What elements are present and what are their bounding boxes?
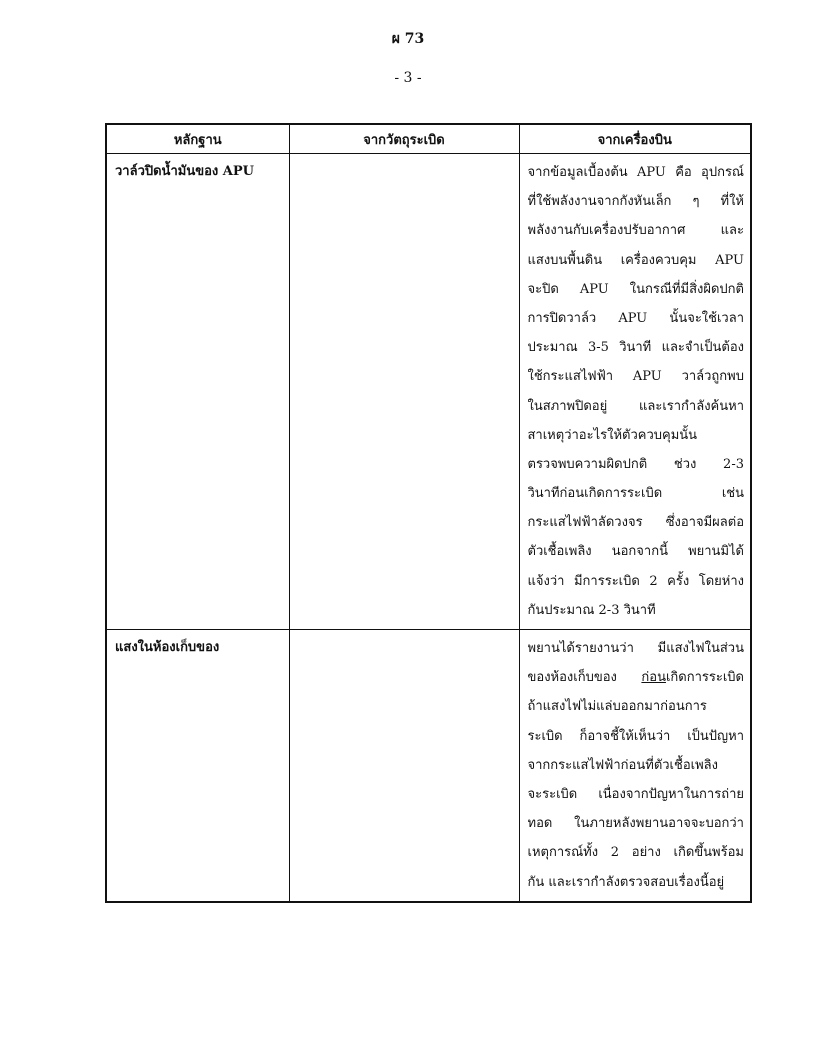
text-fragment: ของห้องเก็บของ xyxy=(527,670,642,686)
table-row xyxy=(106,154,751,630)
evidence-cell: วาล์วปิดน้ำมันของ APU xyxy=(106,154,289,630)
text-line: ตรวจพบความผิดปกติ ช่วง 2-3 xyxy=(527,456,744,472)
text-line: แจ้งว่า มีการระเบิด 2 ครั้ง โดยห่าง xyxy=(527,573,744,589)
underlined-word: ก่อน xyxy=(641,670,666,686)
text-line: วินาทีก่อนเกิดการระเบิด เช่น xyxy=(527,486,744,502)
text-line: ในสภาพปิดอยู่ และเรากำลังค้นหา xyxy=(527,398,744,414)
evidence-cell: แสงในห้องเก็บของ xyxy=(106,630,289,902)
column-header-evidence: หลักฐาน xyxy=(106,124,289,154)
text-line: ที่ใช้พลังงานจากกังหันเล็ก ๆ ที่ให้ xyxy=(527,194,744,210)
column-header-from-aircraft: จากเครื่องบิน xyxy=(519,124,751,154)
table-row xyxy=(106,630,751,902)
text-line: ใช้กระแสไฟฟ้า APU วาล์วถูกพบ xyxy=(527,369,744,385)
evidence-table xyxy=(105,123,752,903)
text-line: แสงบนพื้นดิน เครื่องควบคุม APU xyxy=(527,252,744,268)
text-line xyxy=(528,663,745,692)
text-line: ประมาณ 3-5 วินาที และจำเป็นต้อง xyxy=(527,340,744,356)
text-line: ตัวเชื้อเพลิง นอกจากนี้ พยานมิได้ xyxy=(527,544,744,560)
text-line: ถ้าแสงไฟไม่แล่บออกมาก่อนการ xyxy=(527,699,707,715)
text-line: กระแสไฟฟ้าลัดวงจร ซึ่งอาจมีผลต่อ xyxy=(527,515,744,531)
text-line: เหตุการณ์ทั้ง 2 อย่าง เกิดขึ้นพร้อม xyxy=(527,845,744,861)
text-line: ระเบิด ก็อาจชี้ให้เห็นว่า เป็นปัญหา xyxy=(527,728,744,744)
from-aircraft-cell xyxy=(519,630,751,902)
column-header-from-bomb: จากวัตถุระเบิด xyxy=(289,124,519,154)
text-line: จากกระแสไฟฟ้าก่อนที่ตัวเชื้อเพลิง xyxy=(527,757,718,773)
text-line: พลังงานกับเครื่องปรับอากาศ และ xyxy=(527,223,744,239)
text-line: จากข้อมูลเบื้องต้น APU คือ อุปกรณ์ xyxy=(527,165,744,180)
table-header-row xyxy=(106,124,751,154)
text-line: สาเหตุว่าอะไรให้ตัวควบคุมนั้น xyxy=(527,427,698,443)
from-bomb-cell xyxy=(289,154,519,630)
text-line: ทอด ในภายหลังพยานอาจจะบอกว่า xyxy=(527,816,744,832)
text-line: จะปิด APU ในกรณีที่มีสิ่งผิดปกติ xyxy=(527,281,744,297)
page-number: - 3 - xyxy=(394,70,422,86)
text-line: จะระเบิด เนื่องจากปัญหาในการถ่าย xyxy=(527,786,744,802)
from-bomb-cell xyxy=(289,630,519,902)
text-line: พยานได้รายงานว่า มีแสงไฟในส่วน xyxy=(527,641,744,656)
text-line: กัน และเรากำลังตรวจสอบเรื่องนี้อยู่ xyxy=(527,874,725,890)
from-aircraft-cell xyxy=(519,154,751,630)
text-fragment: เกิดการระเบิด xyxy=(665,670,744,686)
page-code: ผ 73 xyxy=(391,31,425,47)
text-line: การปิดวาล์ว APU นั้นจะใช้เวลา xyxy=(527,310,744,326)
text-line: กันประมาณ 2-3 วินาที xyxy=(527,602,656,618)
